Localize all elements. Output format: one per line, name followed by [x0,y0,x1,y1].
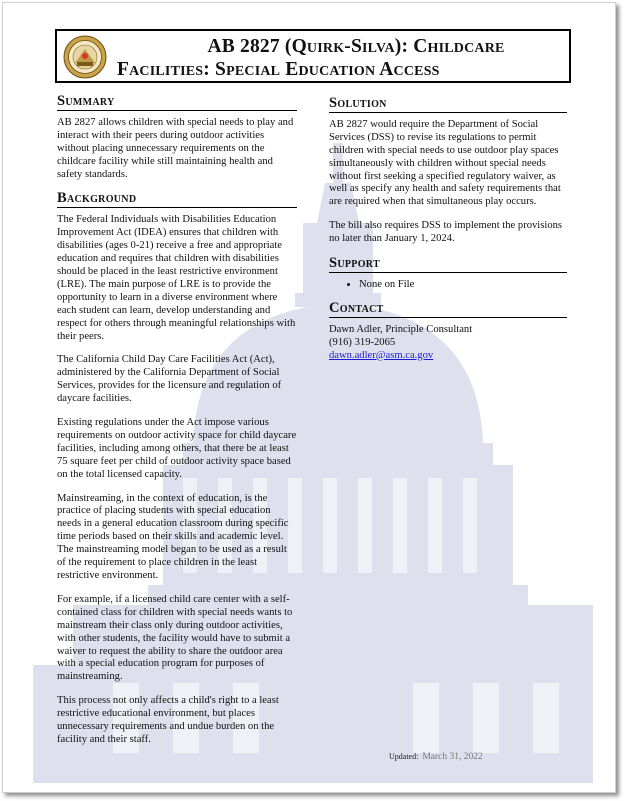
support-item: • None on File [359,279,567,292]
assembly-seal-icon [63,35,107,79]
background-paragraph: Existing regulations under the Act impose various requirements on outdoor activity space for child daycare facilities, including among others, that there be at least 75 square feet per child of outdoor activity space based on the total licensed capacity. [57,417,297,480]
left-column [57,95,297,758]
updated-label: Updated: [389,752,419,761]
page-title [117,35,565,81]
right-column [329,97,567,363]
background-paragraph: The Federal Individuals with Disabilities Education Improvement Act (IDEA) ensures that children with disabilities (ages 0-21) receive a free and appropriate education and requires that children with disabilities should be placed in the least restrictive environment (LRE). The main purpose of LRE is to provide the opportunity to learn in a diverse environment where each student can learn, develop understanding and respect for others through meaningful relationships with their peers. [57,214,296,342]
updated-stamp [389,752,483,762]
background-heading: Background [57,192,297,208]
contact-name: Dawn Adler, Principle Consultant [329,323,473,335]
solution-paragraph: The bill also requires DSS to implement the provisions no later than January 1, 2024. [329,220,563,245]
title-box [55,29,571,83]
contact-block [329,324,567,363]
support-list [329,279,567,292]
title-line-2: Facilities: Special Education Access [117,59,440,80]
background-paragraph: The California Child Day Care Facilities Act (Act), administered by the California Department of Social Services, provides for the licensure and regulation of daycare facilities. [57,354,282,405]
solution-heading: Solution [329,97,567,113]
background-paragraph: Mainstreaming, in the context of education, is the practice of placing students with special education needs in a general education classroom during specific time periods based on their skills and academic level. The mainstreaming model began to be used as a result of the requirement to place children in the least restrictive environment. [57,492,289,581]
title-line-1: AB 2827 (Quirk-Silva): Childcare [207,36,505,57]
contact-email-link[interactable]: dawn.adler@asm.ca.gov [329,349,434,361]
summary-text: AB 2827 allows children with special needs to play and interact with their peers during outdoor activities without placing unnecessary requirements on the childcare facility while still maintaining health and safety standards. [57,116,294,180]
document-page [2,2,616,793]
contact-phone: (916) 319-2065 [329,336,396,348]
support-heading: Support [329,257,567,273]
background-paragraph: This process not only affects a child's right to a least restrictive educational environment, but places unnecessary requirements and undue burden on the facility and their staff. [57,695,279,745]
solution-paragraph: AB 2827 would require the Department of Social Services (DSS) to revise its regulations to permit children with special needs to use outdoor play spaces simultaneously with children without special needs without first seeking a specified regulatory waiver, as well as specify any health and safety requirements that are required when that simultaneous play occurs. [329,118,561,208]
updated-date: March 31, 2022 [422,752,483,762]
contact-heading: Contact [329,302,567,318]
summary-heading: Summary [57,95,297,111]
background-paragraph: For example, if a licensed child care center with a self-contained class for children with special needs wants to mainstream their class only during outdoor activities, with other students, the facility would have to submit a waiver to request the ability to share the outdoor area with a special education program for purposes of mainstreaming. [57,593,293,683]
